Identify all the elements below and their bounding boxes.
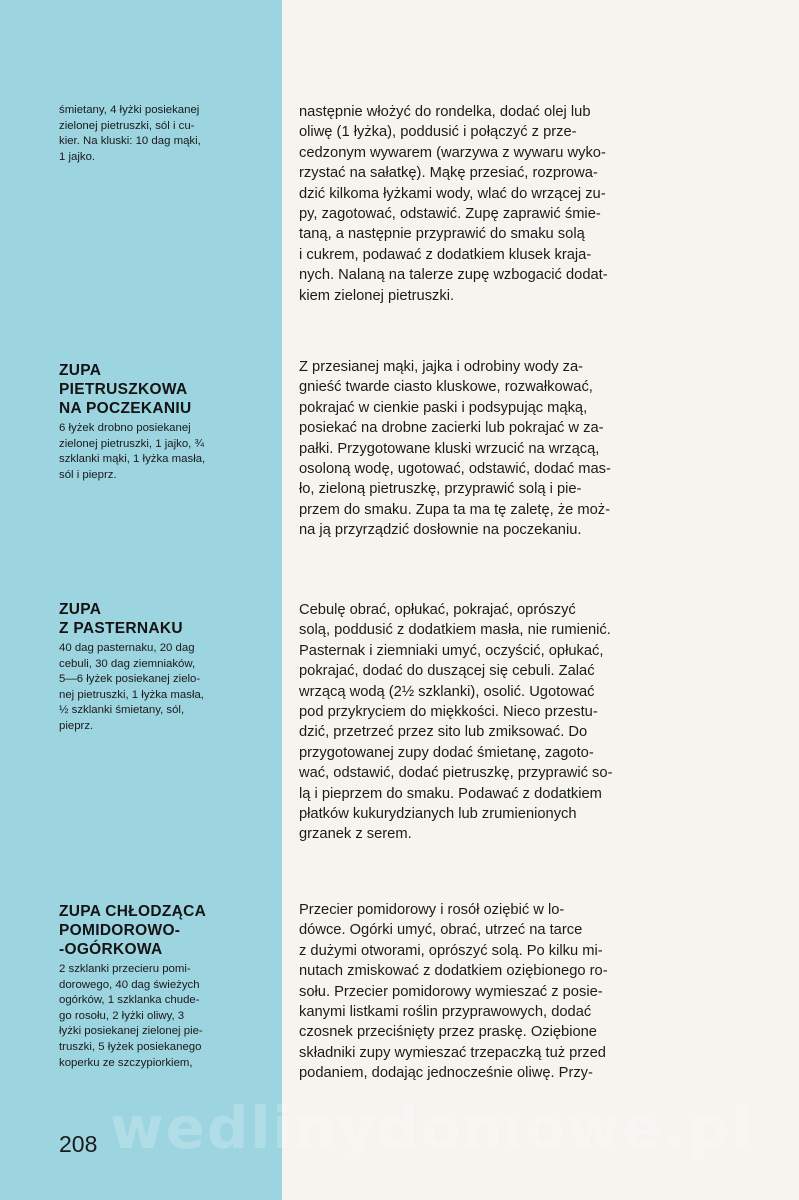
recipe-chlodzaca-sidebar — [59, 902, 255, 1071]
page-number: 208 — [59, 1131, 98, 1157]
recipe-pietruszkowa-text: Z przesianej mąki, jajka i odrobiny wody za- gnieść twarde ciasto kluskowe, rozwałkować, pokrajać w cienkie paski i podsypując mąką, posiekać na drobne zacierki lub pokrajać w za- pałki. Przygotowane kluski wrzucić na wrzącą, osoloną wodę, ugotować, odstawić, dodać mas- ło, zieloną pietruszkę, przyprawić solą i pie- przem do smaku. Zupa ta ma tę zaletę, że moż- na ją przyrządzić dosłownie na poczekaniu. — [299, 359, 611, 539]
recipe-chlodzaca-text: Przecier pomidorowy i rosół oziębić w lo- dówce. Ogórki umyć, obrać, utrzeć na tarce z dużymi otworami, oprószyć solą. Po kilku mi- nutach zmiskować z dodatkiem oziębionego ro- sołu. Przecier pomidorowy wymieszać z posie- kanymi listkami roślin przyprawowych, dodać czosnek przeciśnięty przez praskę. Oziębione składniki zupy wymieszać trzepaczką tuż przed podaniem, dodając jednocześnie oliwę. Przy- — [299, 902, 608, 1082]
recipe-chlodzaca-title: ZUPA CHŁODZĄCA POMIDOROWO- -OGÓRKOWA — [59, 903, 207, 958]
recipe-chlodzaca-ingredients: 2 szklanki przecieru pomi- dorowego, 40 dag świeżych ogórków, 1 szklanka chude- go rosołu, 2 łyżki oliwy, 3 łyżki posiekanej zielonej pie- truszki, 5 łyżek posiekanego koperku ze szczypiorkiem, — [59, 963, 203, 1069]
recipe-continued-text: następnie włożyć do rondelka, dodać olej lub oliwę (1 łyżka), poddusić i połączyć z prze- cedzonym wywarem (warzywa z wywaru wyko- rzystać na sałatkę). Mąkę przesiać, rozprowa- dzić kilkoma łyżkami wody, wlać do wrzącej zu- py, zagotować, odstawić. Zupę zaprawić śmie- taną, a następnie przyprawić do smaku solą i cukrem, podawać z dodatkiem klusek kraja- nych. Nalaną na talerze zupę wzbogacić dodat- kiem zielonej pietruszki. — [299, 104, 608, 304]
recipe-pietruszkowa-sidebar — [59, 361, 255, 483]
recipe-pasternak-text: Cebulę obrać, opłukać, pokrajać, oprószyć solą, poddusić z dodatkiem masła, nie rumienić. Pasternak i ziemniaki umyć, oczyścić, opłukać, pokrajać, dodać do duszącej się cebuli. Zalać wrzącą wodą (2½ szklanki), osolić. Ugotować pod przykryciem do miękkości. Nieco przestu- dzić, przetrzeć przez sito lub zmiksować. Do przygotowanej zupy dodać śmietanę, zagoto- wać, odstawić, dodać pietruszkę, przyprawić so- lą i pieprzem do smaku. Podawać z dodatkiem płatków kukurydzianych lub zrumienionych grzanek z serem. — [299, 602, 613, 843]
recipe-pasternak-ingredients: 40 dag pasternaku, 20 dag cebuli, 30 dag ziemniaków, 5—6 łyżek posiekanej zielo- nej pietruszki, 1 łyżka masła, ½ szklanki śmietany, sól, pieprz. — [59, 642, 204, 732]
recipe-pasternak-title: ZUPA Z PASTERNAKU — [59, 601, 183, 637]
recipe-continued-sidebar — [59, 103, 255, 165]
recipe-continued-ingredients: śmietany, 4 łyżki posiekanej zielonej pietruszki, sól i cu- kier. Na kluski: 10 dag mąki, 1 jajko. — [59, 104, 201, 163]
recipe-pasternak-sidebar — [59, 600, 255, 735]
recipe-pietruszkowa-ingredients: 6 łyżek drobno posiekanej zielonej pietruszki, 1 jajko, ¾ szklanki mąki, 1 łyżka masła, sól i pieprz. — [59, 422, 206, 481]
site-watermark: wedlinydomowe.pl — [110, 1094, 754, 1162]
recipe-pietruszkowa-title: ZUPA PIETRUSZKOWA NA POCZEKANIU — [59, 362, 192, 417]
